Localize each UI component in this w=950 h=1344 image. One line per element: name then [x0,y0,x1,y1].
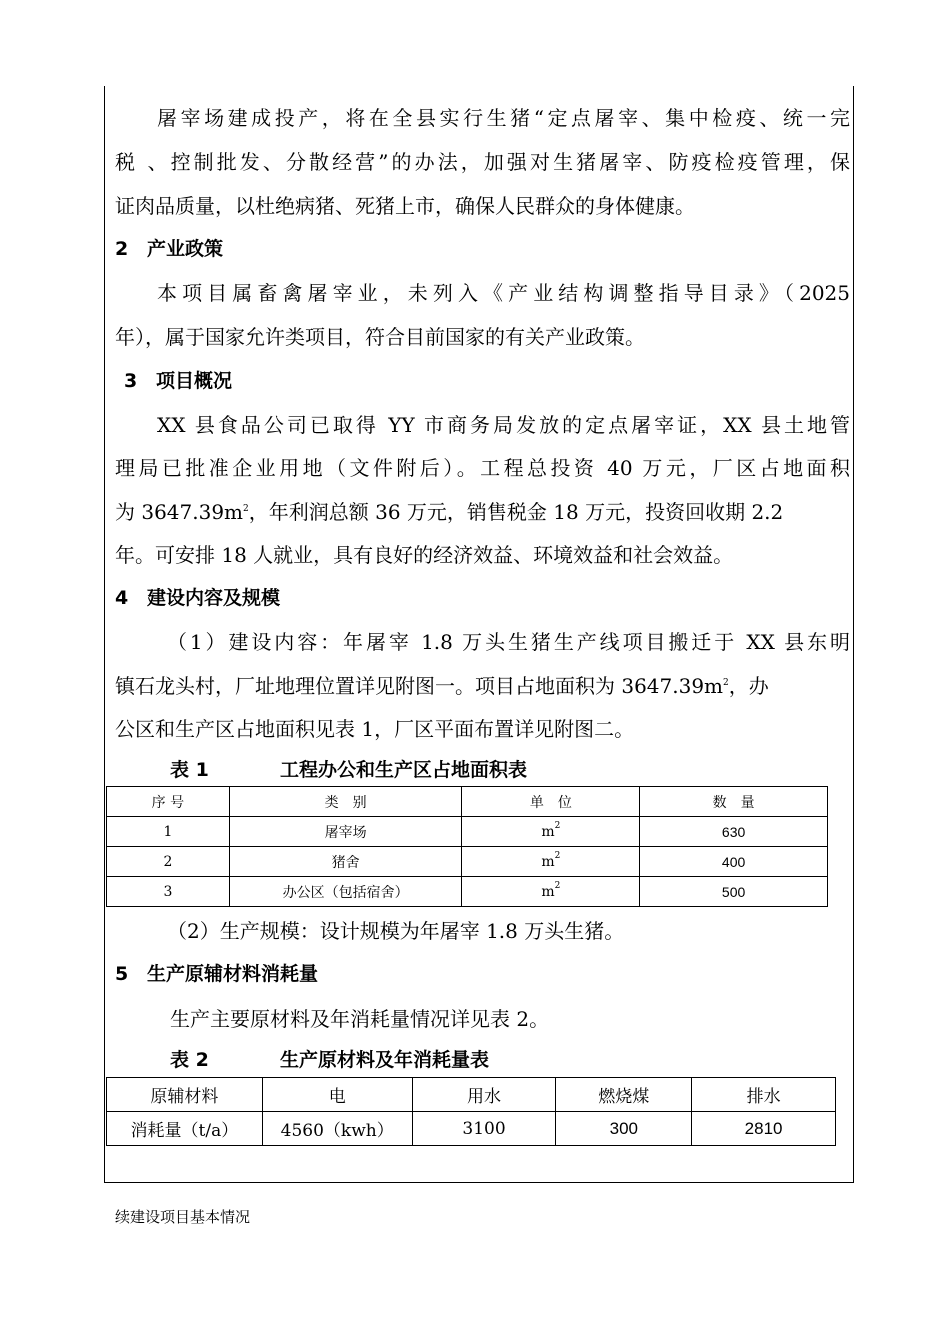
table-cell: $m^2$ [462,877,640,907]
paragraph-line: 年。可安排 18 人就业，具有良好的经济效益、环境效益和社会效益。 [115,543,734,567]
section-number: 2 [115,238,129,260]
table-cell: 400 [640,847,828,877]
table-row [107,1112,836,1146]
section-heading-3 [124,368,859,394]
paragraph-line: 公区和生产区占地面积见表 1，厂区平面布置详见附图二。 [115,717,635,741]
section-heading-5 [115,961,850,987]
table-cell: $m^2$ [462,817,640,847]
paragraph-line: 生产主要原材料及年消耗量情况详见表 2。 [170,1007,550,1031]
paragraph-line: 镇石龙头村，厂址地理位置详见附图一。项目占地面积为 $3647.39m^2$，办 [115,674,769,698]
section-title: 项目概况 [156,370,233,392]
table-header-cell: 用水 [412,1078,556,1112]
table-cell: 消耗量（t/a） [107,1112,263,1146]
table-header-cell: 燃烧煤 [556,1078,692,1112]
table2 [106,1077,836,1146]
table2-title: 生产原材料及年消耗量表 [280,1049,490,1071]
section-number: 3 [124,370,138,392]
paragraph-line: XX 县食品公司已取得 YY 市商务局发放的定点屠宰证，XX 县土地管 [157,413,850,437]
table-row [107,877,828,907]
table-cell: 2 [107,847,230,877]
section-title: 建设内容及规模 [147,587,281,609]
table-cell: 1 [107,817,230,847]
paragraph-line: 理局已批准企业用地（文件附后）。工程总投资 40 万元，厂区占地面积 [115,456,850,480]
footer-caption: 续建设项目基本情况 [115,1208,251,1226]
table1-label: 表 1 [170,759,209,781]
table-header-cell: 原辅材料 [107,1078,263,1112]
table-header-cell: 单 位 [462,787,640,817]
table1-title: 工程办公和生产区占地面积表 [280,759,528,781]
table-cell: 4560（kwh） [262,1112,412,1146]
table-header-cell: 排水 [692,1078,836,1112]
section-number: 5 [115,963,129,985]
paragraph-line: 为 $3647.39m^2$，年利润总额 36 万元，销售税金 18 万元，投资回收期 2.2 [115,500,784,524]
table-row [107,817,828,847]
paragraph-line: 证肉品质量，以杜绝病猪、死猪上市，确保人民群众的身体健康。 [115,194,695,218]
section-title: 产业政策 [147,238,224,260]
table-cell: 屠宰场 [229,817,462,847]
table-cell: 3100 [412,1112,556,1146]
table-header-row [107,787,828,817]
table-cell: 500 [640,877,828,907]
table-cell: 猪舍 [229,847,462,877]
table-header-row [107,1078,836,1112]
paragraph-line: 年），属于国家允许类项目，符合目前国家的有关产业政策。 [115,325,645,349]
section-heading-4 [115,585,850,611]
table-cell: 300 [556,1112,692,1146]
table-header-cell: 类 别 [229,787,462,817]
table-header-cell: 数 量 [640,787,828,817]
table-cell: 2810 [692,1112,836,1146]
section-title: 生产原辅材料消耗量 [147,963,319,985]
paragraph-line: 本项目属畜禽屠宰业，未列入《产业结构调整指导目录》（2025 [157,281,850,305]
paragraph-line: 屠宰场建成投产，将在全县实行生猪“定点屠宰、集中检疫、统一完 [157,106,850,130]
paragraph-line: （2）生产规模：设计规模为年屠宰 1.8 万头生猪。 [167,919,625,943]
section-number: 4 [115,587,129,609]
section-heading-2 [115,236,850,262]
table-header-cell: 序 号 [107,787,230,817]
table-row [107,847,828,877]
table-cell: $m^2$ [462,847,640,877]
table-cell: 630 [640,817,828,847]
paragraph-line: 税 、控制批发、分散经营”的办法，加强对生猪屠宰、防疫检疫管理，保 [115,150,850,174]
paragraph-line: （1）建设内容：年屠宰 1.8 万头生猪生产线项目搬迁于 XX 县东明 [167,630,850,654]
table-header-cell: 电 [262,1078,412,1112]
table2-label: 表 2 [170,1049,209,1071]
table-cell: 办公区（包括宿舍） [229,877,462,907]
table1 [106,786,828,907]
table-cell: 3 [107,877,230,907]
